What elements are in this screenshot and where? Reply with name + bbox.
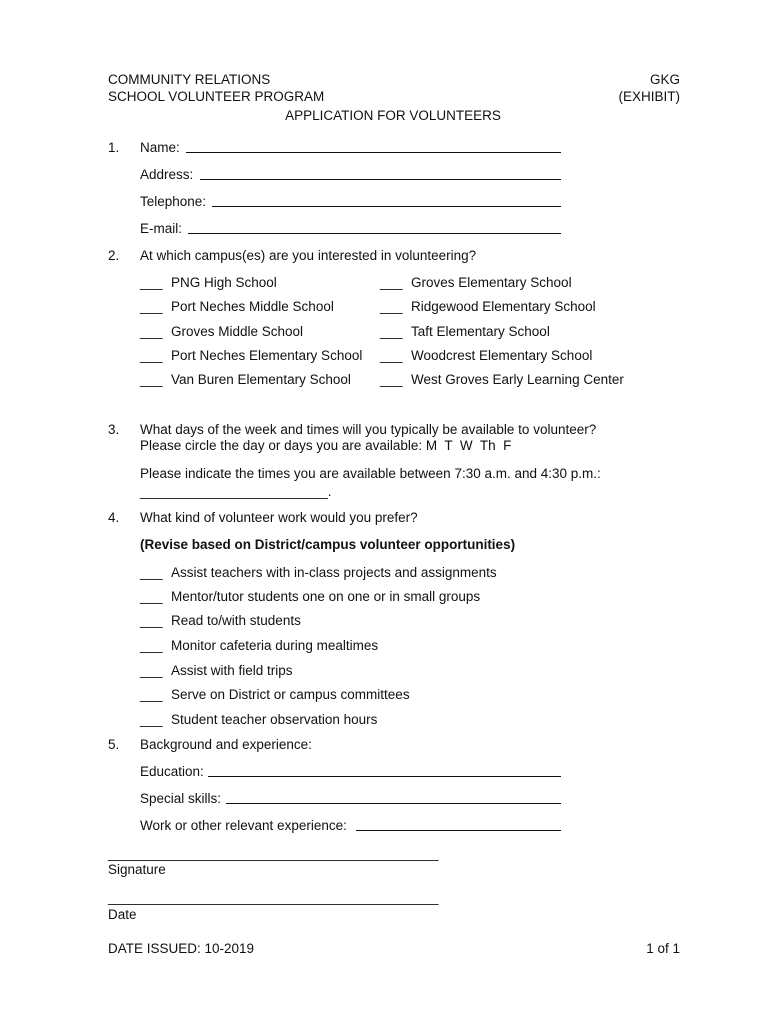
work-blank[interactable]: ___: [140, 589, 163, 604]
availability-question: What days of the week and times will you typically be available to volunteer?: [140, 422, 597, 437]
campus-option: Woodcrest Elementary School: [411, 348, 593, 363]
work-blank[interactable]: ___: [140, 687, 163, 702]
section-1-number: 1.: [108, 140, 120, 155]
work-option: Serve on District or campus committees: [171, 687, 410, 702]
page-number: 1 of 1: [646, 941, 680, 956]
work-question: What kind of volunteer work would you prefer?: [140, 510, 418, 525]
campus-blank[interactable]: ___: [140, 299, 163, 314]
date-issued: DATE ISSUED: 10-2019: [108, 941, 255, 956]
campus-option: Port Neches Elementary School: [171, 348, 363, 363]
campus-blank[interactable]: ___: [380, 324, 403, 339]
page-title: APPLICATION FOR VOLUNTEERS: [285, 108, 501, 123]
campus-option: Groves Middle School: [171, 324, 304, 339]
work-option: Read to/with students: [171, 613, 301, 628]
education-label: Education:: [140, 764, 204, 779]
address-field[interactable]: [200, 179, 561, 180]
work-blank[interactable]: ___: [140, 638, 163, 653]
telephone-label: Telephone:: [140, 194, 207, 209]
campus-option: PNG High School: [171, 275, 277, 290]
campus-blank[interactable]: ___: [380, 348, 403, 363]
policy-code: GKG: [649, 72, 680, 87]
background-heading: Background and experience:: [140, 737, 312, 752]
work-experience-field[interactable]: [356, 830, 561, 831]
times-instruction: Please indicate the times you are available between 7:30 a.m. and 4:30 p.m.:: [140, 466, 601, 481]
work-experience-label: Work or other relevant experience:: [140, 818, 347, 833]
program-name: SCHOOL VOLUNTEER PROGRAM: [108, 89, 325, 104]
campus-option: Groves Elementary School: [411, 275, 572, 290]
section-4-number: 4.: [108, 510, 120, 525]
campus-blank[interactable]: ___: [140, 275, 163, 290]
work-option: Assist with field trips: [171, 663, 293, 678]
work-option: Student teacher observation hours: [171, 712, 378, 727]
telephone-field[interactable]: [212, 206, 561, 207]
campus-blank[interactable]: ___: [140, 348, 163, 363]
campus-blank[interactable]: ___: [140, 372, 163, 387]
revise-note: (Revise based on District/campus volunteer opportunities): [140, 537, 516, 552]
campus-blank[interactable]: ___: [380, 372, 403, 387]
email-field[interactable]: [188, 233, 561, 234]
section-2-number: 2.: [108, 248, 120, 263]
campus-option: West Groves Early Learning Center: [411, 372, 624, 387]
days-instruction: Please circle the day or days you are available: M T W Th F: [140, 438, 512, 453]
work-option: Monitor cafeteria during mealtimes: [171, 638, 379, 653]
name-field[interactable]: [186, 152, 561, 153]
special-skills-label: Special skills:: [140, 791, 222, 806]
work-option: Mentor/tutor students one on one or in small groups: [171, 589, 481, 604]
work-blank[interactable]: ___: [140, 663, 163, 678]
work-option: Assist teachers with in-class projects and assignments: [171, 565, 497, 580]
work-blank[interactable]: ___: [140, 565, 163, 580]
signature-label: Signature: [108, 862, 166, 877]
signature-line[interactable]: ____________________________________________: [108, 846, 439, 861]
campus-blank[interactable]: ___: [380, 299, 403, 314]
address-label: Address:: [140, 167, 194, 182]
campus-blank[interactable]: ___: [380, 275, 403, 290]
campus-option: Van Buren Elementary School: [171, 372, 351, 387]
exhibit-label: (EXHIBIT): [618, 89, 680, 104]
campus-option: Ridgewood Elementary School: [411, 299, 596, 314]
campus-blank[interactable]: ___: [140, 324, 163, 339]
name-label: Name:: [140, 140, 180, 155]
education-field[interactable]: [208, 776, 561, 777]
work-blank[interactable]: ___: [140, 712, 163, 727]
special-skills-field[interactable]: [226, 803, 561, 804]
date-label: Date: [108, 907, 137, 922]
times-field[interactable]: _________________________.: [140, 484, 332, 499]
email-label: E-mail:: [140, 221, 183, 236]
section-5-number: 5.: [108, 737, 120, 752]
work-blank[interactable]: ___: [140, 613, 163, 628]
campus-option: Port Neches Middle School: [171, 299, 334, 314]
org-name: COMMUNITY RELATIONS: [108, 72, 271, 87]
date-line[interactable]: ____________________________________________: [108, 890, 439, 905]
campus-option: Taft Elementary School: [411, 324, 550, 339]
section-3-number: 3.: [108, 422, 120, 437]
campus-question: At which campus(es) are you interested in volunteering?: [140, 248, 477, 263]
